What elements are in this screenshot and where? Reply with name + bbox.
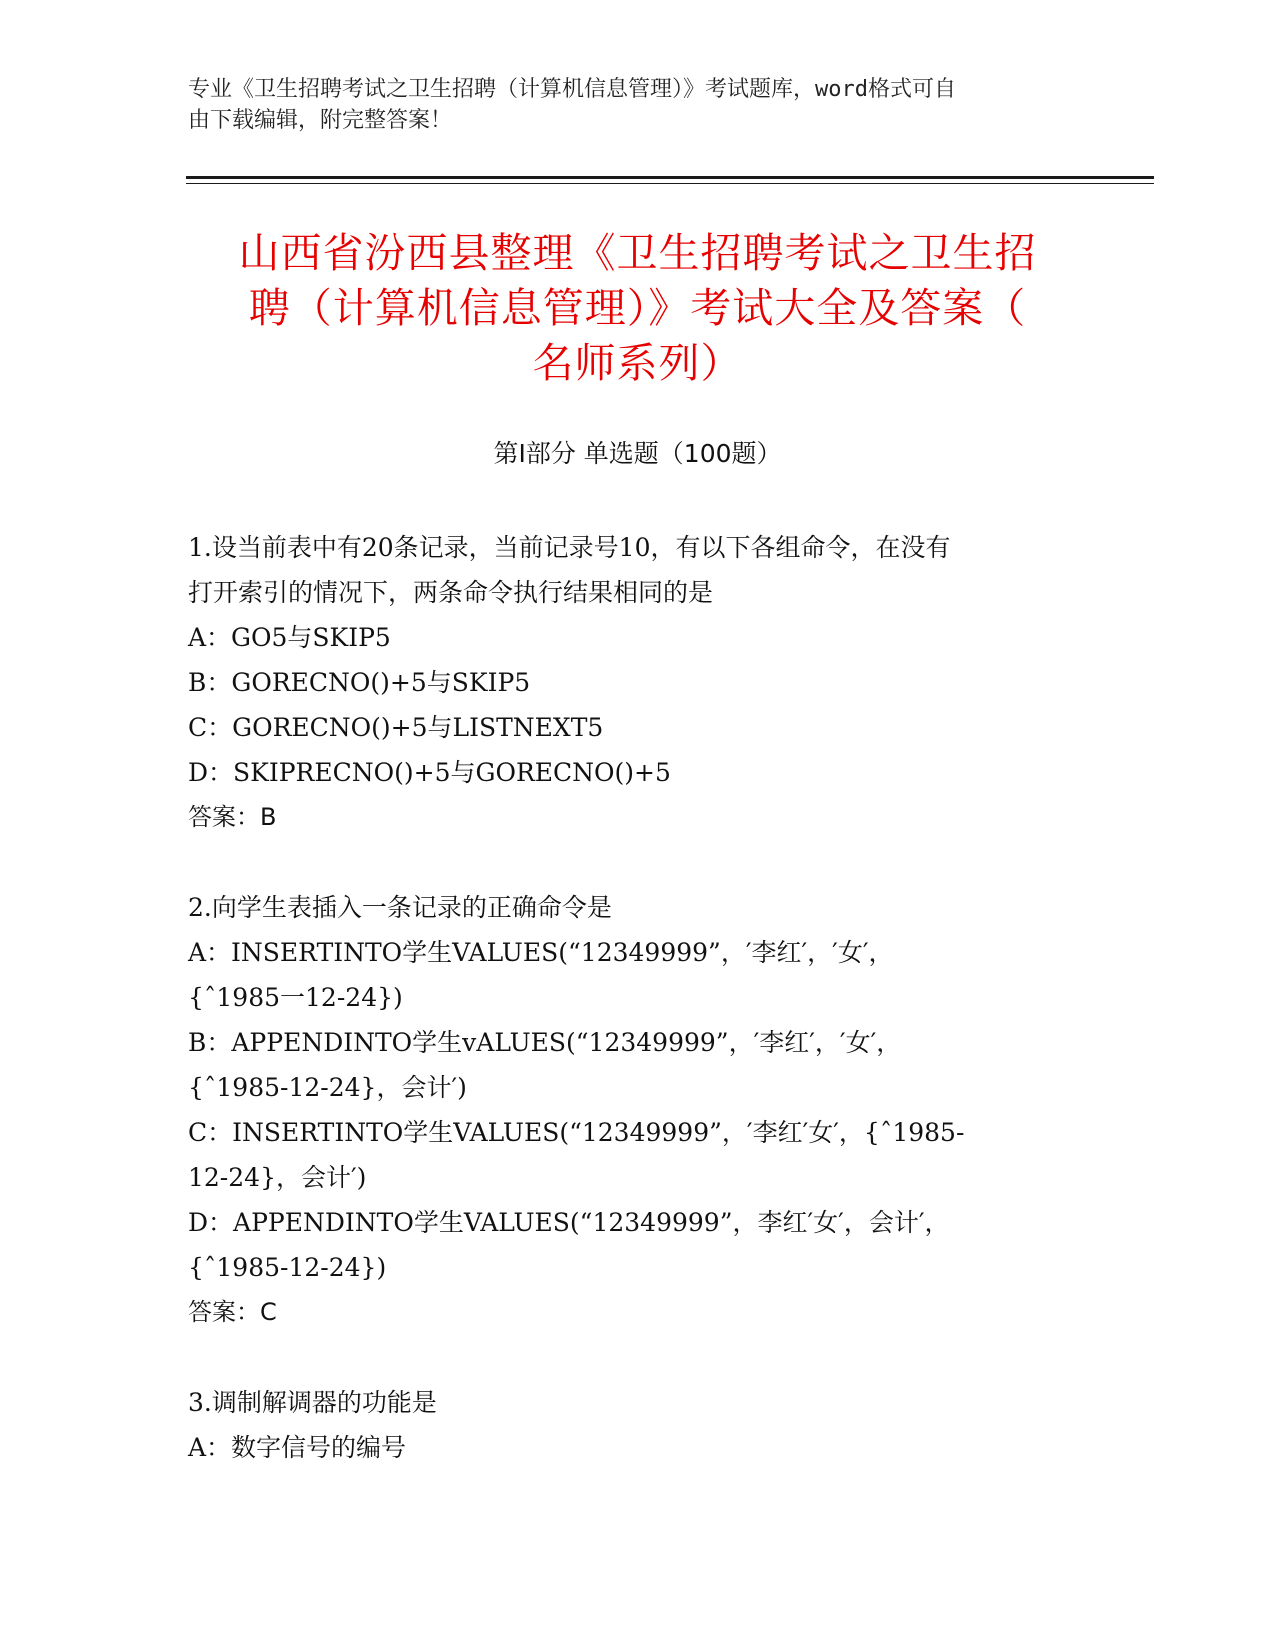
question-1-option-d: D：SKIPRECNO()+5与GORECNO()+5 — [188, 758, 671, 787]
question-3 — [188, 1380, 1088, 1470]
question-2-option-c-line-2: 12-24}，会计′) — [188, 1163, 367, 1192]
section-heading: 第Ⅰ部分 单选题（100题） — [493, 439, 782, 468]
document-title — [180, 226, 1095, 391]
spacer — [188, 840, 1088, 885]
question-2-option-a-line-1: A：INSERTINTO学生VALUES(“12349999”，′李红′，′女′， — [188, 938, 894, 967]
question-2-option-a-line-2: {ˆ1985一12-24}) — [188, 983, 403, 1012]
question-2-option-d-line-2: {ˆ1985-12-24}) — [188, 1253, 387, 1282]
header-note-line-1: 专业《卫生招聘考试之卫生招聘（计算机信息管理）》考试题库，word格式可自 — [188, 77, 956, 102]
header-note-line-2: 由下载编辑，附完整答案！ — [188, 108, 453, 133]
question-2 — [188, 885, 1088, 1335]
spacer — [188, 1335, 1088, 1380]
question-1 — [188, 525, 1088, 840]
document-title-line-1: 山西省汾西县整理《卫生招聘考试之卫生招 — [238, 229, 1037, 277]
question-2-answer: 答案：C — [188, 1298, 277, 1326]
document-title-line-2: 聘（计算机信息管理）》考试大全及答案（ — [248, 284, 1027, 332]
question-list — [188, 525, 1088, 1470]
question-2-option-b-line-1: B：APPENDINTO学生vALUES(“12349999”，′李红′，′女′， — [188, 1028, 902, 1057]
question-2-option-b-line-2: {ˆ1985-12-24}，会计′) — [188, 1073, 467, 1102]
document-title-line-3: 名师系列） — [532, 339, 743, 387]
question-1-answer: 答案：B — [188, 803, 277, 831]
question-1-option-a: A：GO5与SKIP5 — [188, 623, 391, 652]
header-note — [188, 74, 1088, 136]
question-1-stem-line-1: 1.设当前表中有20条记录，当前记录号10，有以下各组命令，在没有 — [188, 533, 951, 562]
question-1-option-b: B：GORECNO()+5与SKIP5 — [188, 668, 531, 697]
question-3-stem-line-1: 3.调制解调器的功能是 — [188, 1388, 437, 1417]
question-2-stem-line-1: 2.向学生表插入一条记录的正确命令是 — [188, 893, 612, 922]
header-rule-thin — [186, 183, 1154, 184]
header-rule-thick — [186, 176, 1154, 179]
question-1-option-c: C：GORECNO()+5与LISTNEXT5 — [188, 713, 604, 742]
question-2-option-c-line-1: C：INSERTINTO学生VALUES(“12349999”，′李红′女′，{ˆ1985- — [188, 1118, 965, 1147]
question-2-option-d-line-1: D：APPENDINTO学生VALUES(“12349999”，李红′女′，会计′， — [188, 1208, 950, 1237]
question-1-stem-line-2: 打开索引的情况下，两条命令执行结果相同的是 — [188, 578, 714, 607]
question-3-option-a: A：数字信号的编号 — [188, 1433, 407, 1462]
